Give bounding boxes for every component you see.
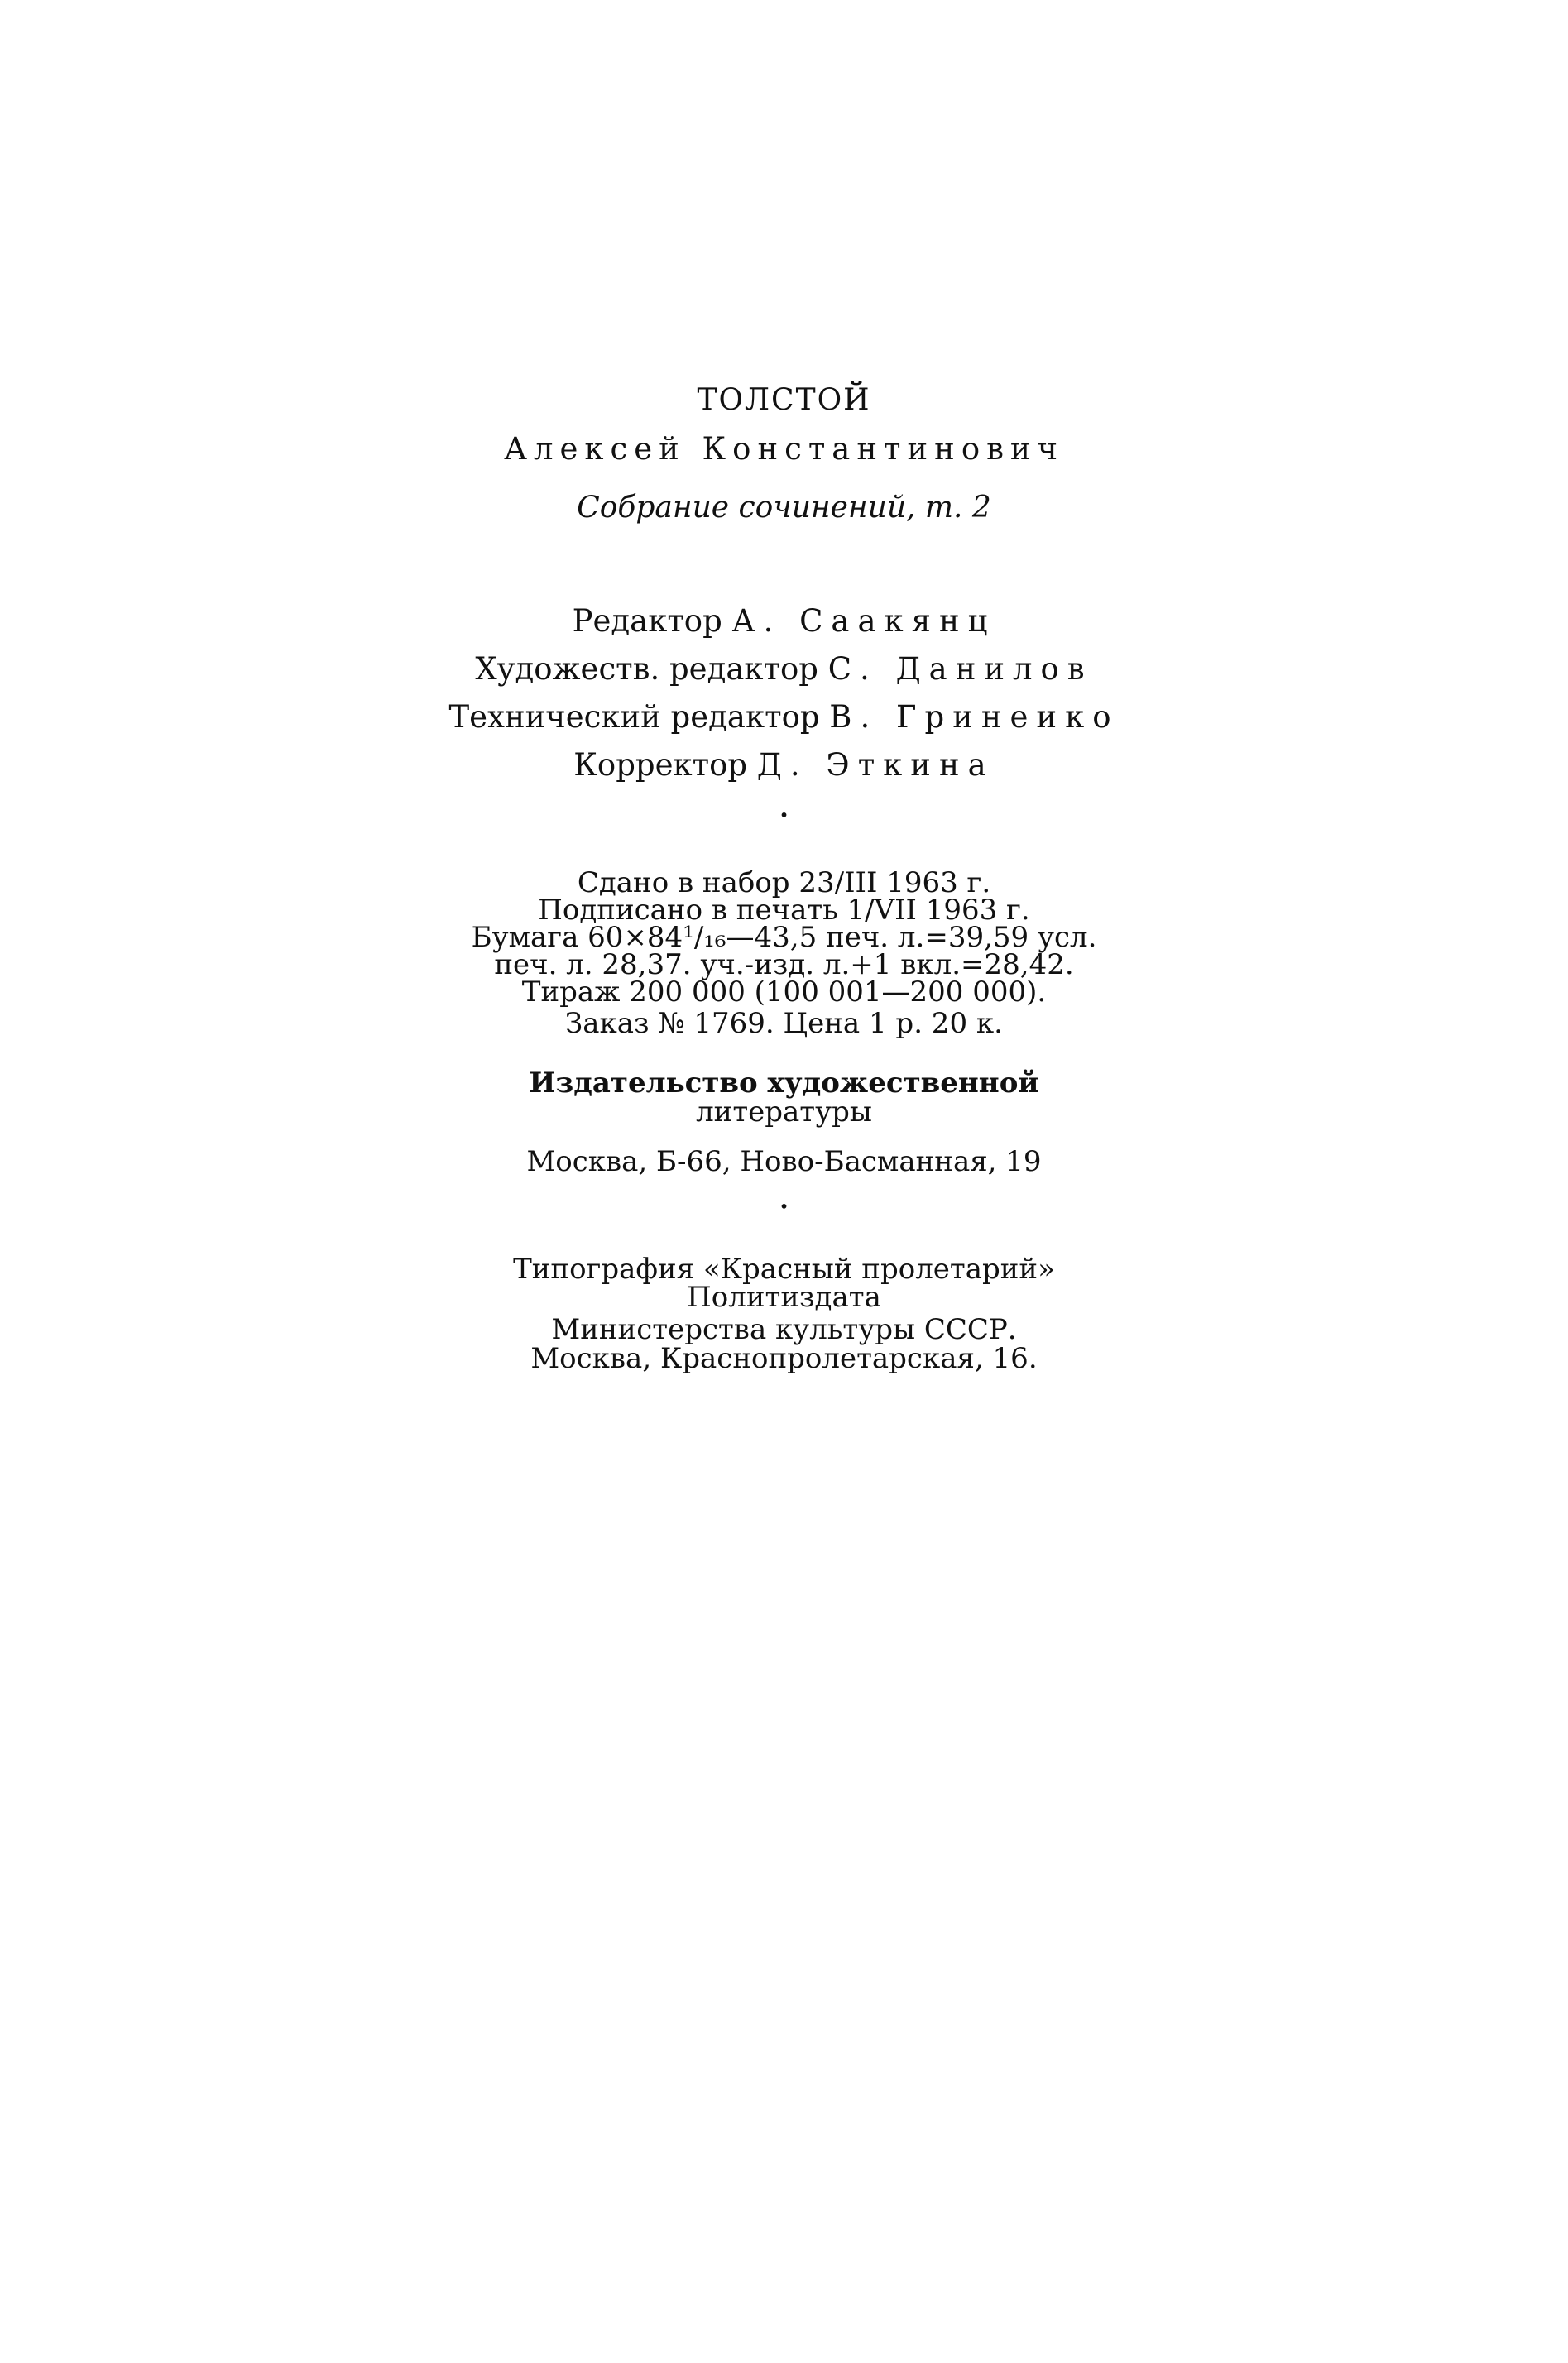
credit-role: Художеств. редактор — [475, 651, 818, 687]
section-separator-mark: • — [779, 1196, 789, 1216]
printer-ministry: Министерства культуры СССР. — [551, 1313, 1017, 1346]
credit-role: Технический редактор — [448, 699, 820, 735]
publisher-address: Москва, Б-66, Ново-Басманная, 19 — [526, 1145, 1042, 1178]
imprint-order-price: Заказ № 1769. Цена 1 р. 20 к. — [565, 1007, 1003, 1040]
imprint-signed-date: Подписано в печать 1/VII 1963 г. — [538, 894, 1030, 927]
credit-role: Корректор — [573, 747, 748, 783]
credit-art-editor — [0, 651, 1568, 687]
imprint-print-run: Тираж 200 000 (100 001—200 000). — [521, 975, 1047, 1009]
printer-name: Типография «Красный пролетарий» — [513, 1253, 1055, 1286]
work-title: Собрание сочинений, т. 2 — [577, 491, 991, 525]
credit-role: Редактор — [572, 603, 722, 639]
credit-technical-editor — [0, 699, 1568, 735]
credit-person: С. Данилов — [827, 651, 1093, 687]
section-separator-mark: • — [779, 805, 789, 825]
publisher-name-cont: литературы — [696, 1095, 872, 1129]
credit-person: В. Гринеико — [829, 699, 1120, 735]
credit-person: Д. Эткина — [756, 747, 995, 783]
publisher-name: Издательство художественной — [529, 1066, 1039, 1100]
printer-owner: Политиздата — [687, 1281, 881, 1314]
credit-editor — [0, 603, 1568, 639]
imprint-paper: Бумага 60×84¹/₁₆—43,5 печ. л.=39,59 усл. — [471, 921, 1097, 954]
printer-address: Москва, Краснопролетарская, 16. — [530, 1342, 1038, 1375]
author-given-names: Алексей Константинович — [503, 431, 1065, 467]
imprint-typeset-date: Сдано в набор 23/III 1963 г. — [577, 866, 991, 899]
imprint-sheets: печ. л. 28,37. уч.-изд. л.+1 вкл.=28,42. — [494, 948, 1074, 981]
credit-person: А. Саакянц — [731, 603, 996, 639]
credit-proofreader — [0, 747, 1568, 783]
author-surname: ТОЛСТОЙ — [697, 383, 871, 417]
